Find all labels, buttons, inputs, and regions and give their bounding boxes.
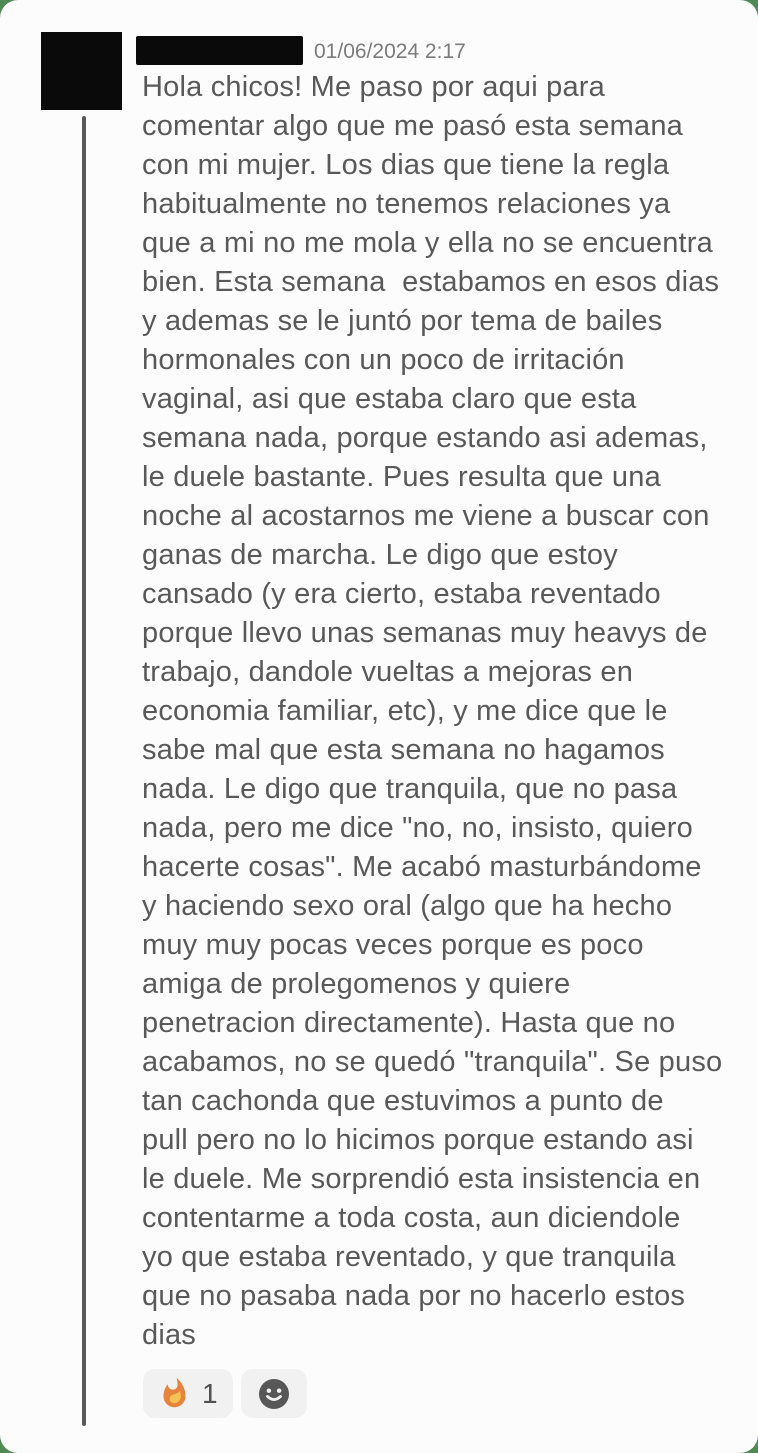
message-line: tan cachonda que estuvimos a punto de bbox=[142, 1085, 664, 1117]
message-line: muy muy pocas veces porque es poco bbox=[142, 929, 644, 961]
message-line: hacerte cosas". Me acabó masturbándome bbox=[142, 851, 702, 883]
message-line: contentarme a toda costa, aun diciendole bbox=[142, 1202, 681, 1234]
message-line: hormonales con un poco de irritación bbox=[142, 344, 625, 376]
message-line: sabe mal que esta semana no hagamos bbox=[142, 734, 665, 766]
message-line: noche al acostarnos me viene a buscar con bbox=[142, 500, 710, 532]
message-line: bien. Esta semana estabamos en esos dias bbox=[142, 266, 720, 298]
message-line: ganas de marcha. Le digo que estoy bbox=[142, 539, 618, 571]
reaction-fire-pill[interactable] bbox=[143, 1369, 233, 1418]
message-line: economia familiar, etc), y me dice que le bbox=[142, 695, 668, 727]
message-line: yo que estaba reventado, y que tranquila bbox=[142, 1241, 676, 1273]
message-line: semana nada, porque estando asi ademas, bbox=[142, 422, 708, 454]
message-line: nada. Le digo que tranquila, que no pasa bbox=[142, 773, 678, 805]
message-text bbox=[142, 68, 722, 1355]
message-line: habitualmente no tenemos relaciones ya bbox=[142, 188, 671, 220]
reaction-count: 1 bbox=[202, 1377, 218, 1409]
message-line: vaginal, asi que estaba claro que esta bbox=[142, 383, 637, 415]
message-line: Hola chicos! Me paso por aqui para bbox=[142, 71, 605, 103]
message-line: que a mi no me mola y ella no se encuentra bbox=[142, 227, 713, 259]
message-line: comentar algo que me pasó esta semana bbox=[142, 110, 683, 142]
message-line: que no pasaba nada por no hacerlo estos bbox=[142, 1280, 686, 1312]
reactions-row bbox=[143, 1369, 307, 1418]
message-line: porque llevo unas semanas muy heavys de bbox=[142, 617, 708, 649]
reaction-smiley-pill[interactable] bbox=[241, 1369, 307, 1418]
message-line: cansado (y era cierto, estaba reventado bbox=[142, 578, 661, 610]
message-line: nada, pero me dice "no, no, insisto, quiero bbox=[142, 812, 693, 844]
message-line: penetracion directamente). Hasta que no bbox=[142, 1007, 676, 1039]
username-redacted[interactable] bbox=[136, 36, 303, 65]
message-line: dias bbox=[142, 1319, 196, 1351]
message-line: le duele. Me sorprendió esta insistencia en bbox=[142, 1163, 701, 1195]
message-line: y haciendo sexo oral (algo que ha hecho bbox=[142, 890, 673, 922]
message-line: amiga de prolegomenos y quiere bbox=[142, 968, 571, 1000]
message-line: trabajo, dandole vueltas a mejoras en bbox=[142, 656, 634, 688]
message-line: y ademas se le juntó por tema de bailes bbox=[142, 305, 663, 337]
message-line: pull pero no lo hicimos porque estando asi bbox=[142, 1124, 694, 1156]
message-line: le duele bastante. Pues resulta que una bbox=[142, 461, 661, 493]
message-timestamp: 01/06/2024 2:17 bbox=[314, 40, 466, 63]
message-line: acabamos, no se quedó "tranquila". Se puso bbox=[142, 1046, 723, 1078]
fire-emoji-icon bbox=[158, 1377, 191, 1410]
message-line: con mi mujer. Los dias que tiene la regla bbox=[142, 149, 670, 181]
smiley-emoji-icon bbox=[256, 1376, 292, 1412]
thread-line bbox=[82, 116, 86, 1426]
avatar-redacted[interactable] bbox=[41, 32, 122, 110]
